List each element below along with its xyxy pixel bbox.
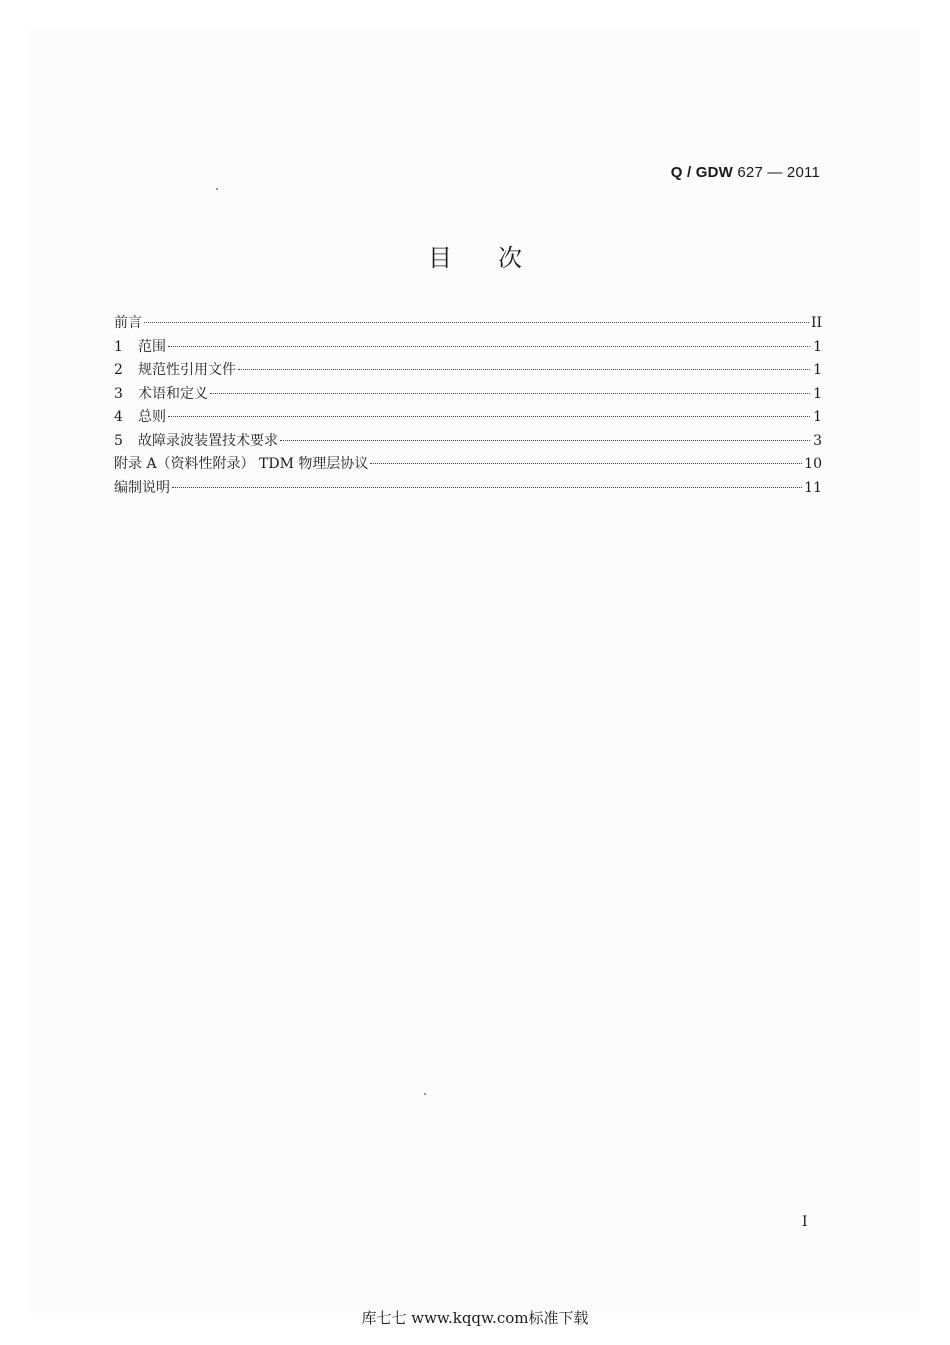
standard-prefix: Q / GDW — [670, 164, 733, 181]
document-page — [28, 28, 920, 1313]
toc-leader-dots — [280, 439, 810, 441]
toc-page-number: 1 — [813, 409, 822, 425]
toc-page-number: II — [810, 315, 822, 331]
toc-entry-technical-requirements[interactable] — [114, 430, 822, 454]
toc-page-number: 3 — [813, 432, 822, 449]
toc-entry-foreword[interactable] — [114, 312, 822, 336]
toc-entry-normative-references[interactable] — [114, 359, 822, 383]
toc-page-number: 11 — [804, 479, 822, 496]
toc-entry-appendix-a[interactable] — [114, 453, 822, 477]
toc-leader-dots — [168, 415, 810, 417]
toc-page-number: 1 — [813, 338, 822, 355]
toc-leader-dots — [210, 392, 810, 394]
toc-label: 规范性引用文件 — [138, 362, 236, 378]
toc-leader-dots — [370, 462, 802, 464]
toc-page-number: 10 — [804, 456, 822, 472]
toc-label: 术语和定义 — [138, 385, 208, 402]
footer-watermark: 库七七 www.kqqw.com标准下载 — [361, 1309, 589, 1327]
toc-section-number: 1 — [114, 338, 123, 355]
page-number: I — [802, 1214, 808, 1230]
scan-speck — [424, 1093, 426, 1095]
toc-entry-terms-definitions[interactable] — [114, 383, 822, 407]
page-title: 目次 — [428, 244, 568, 272]
table-of-contents — [114, 312, 822, 500]
toc-label: 故障录波装置技术要求 — [138, 432, 278, 449]
toc-label: 编制说明 — [114, 479, 170, 496]
toc-page-number: 1 — [813, 362, 822, 378]
scan-speck — [216, 188, 218, 190]
toc-section-number: 3 — [114, 385, 123, 402]
toc-entry-explanation[interactable] — [114, 477, 822, 501]
toc-leader-dots — [144, 321, 809, 323]
toc-label: 附录 A（资料性附录） TDM 物理层协议 — [114, 456, 369, 472]
toc-label: 总则 — [138, 409, 166, 425]
toc-label: 前言 — [114, 315, 142, 331]
toc-leader-dots — [172, 486, 802, 488]
toc-page-number: 1 — [813, 385, 822, 402]
standard-number: 627 — 2011 — [737, 164, 820, 181]
toc-entry-scope[interactable] — [114, 336, 822, 360]
toc-leader-dots — [168, 345, 810, 347]
toc-section-number: 4 — [114, 409, 123, 425]
toc-section-number: 2 — [114, 362, 123, 378]
standard-code — [671, 164, 820, 181]
toc-leader-dots — [238, 368, 810, 370]
toc-entry-general[interactable] — [114, 406, 822, 430]
toc-label: 范围 — [138, 338, 166, 355]
toc-section-number: 5 — [114, 432, 123, 449]
